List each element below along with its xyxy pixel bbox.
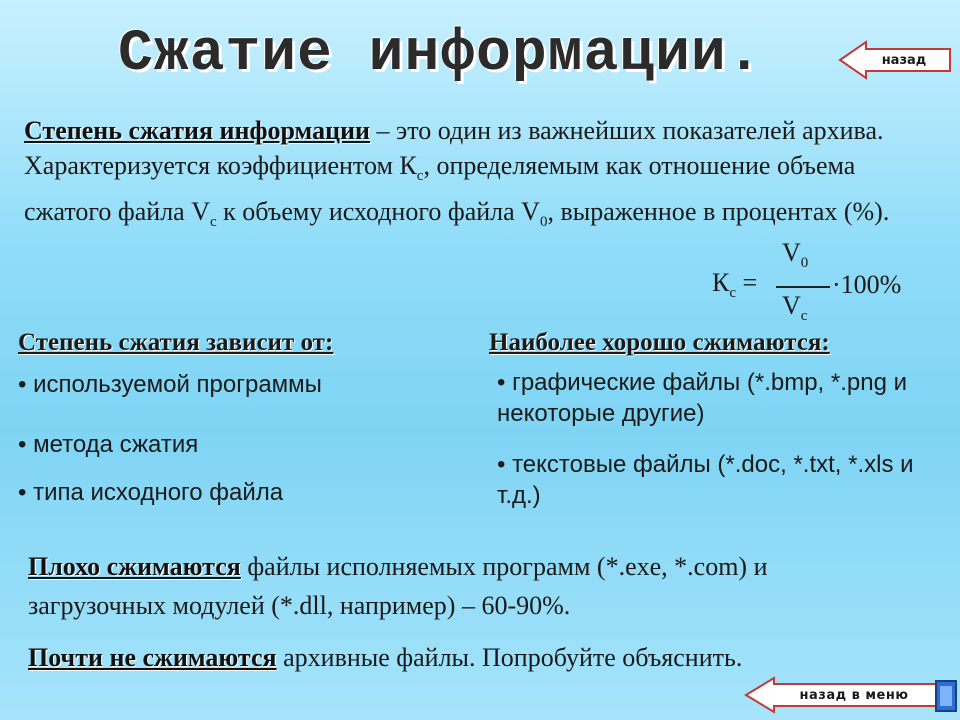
- list-item: • текстовые файлы (*.doc, *.txt, *.xls и т.д.): [497, 451, 914, 509]
- none-text: архивные файлы. Попробуйте объяснить.: [276, 643, 743, 672]
- bad-compression-paragraph: [28, 547, 908, 625]
- menu-button-label: назад в меню: [799, 687, 909, 703]
- intro-sub-c2: с: [210, 214, 217, 231]
- list-item: • используемой программы: [18, 371, 322, 398]
- compression-formula: [708, 238, 938, 338]
- intro-text-c: к объему исходного файла V: [216, 197, 540, 227]
- intro-text-d: , выраженное в процентах (%).: [547, 197, 890, 227]
- back-button-label: назад: [881, 52, 927, 68]
- formula-num-v: V: [782, 238, 801, 267]
- fraction-bar: [776, 286, 830, 288]
- intro-paragraph: [24, 113, 924, 240]
- formula-lhs: [712, 268, 757, 302]
- no-compression-paragraph: [28, 640, 928, 675]
- back-button[interactable]: [838, 40, 952, 80]
- none-term: Почти не сжимаются: [28, 643, 277, 672]
- intro-text-a: – это один из важнейших показателей архива. Характеризуется коэффициентом К: [24, 116, 884, 180]
- formula-k-sub: с: [729, 285, 737, 302]
- list-item: • метода сжатия: [18, 431, 199, 458]
- intro-sub-c1: с: [416, 168, 424, 185]
- formula-k: К: [712, 268, 730, 297]
- formula-equals: =: [736, 268, 758, 297]
- formula-numerator: [782, 238, 808, 272]
- list-item: • типа исходного файла: [18, 479, 284, 506]
- formula-den-v: V: [782, 291, 801, 320]
- intro-term: Степень сжатия информации: [24, 116, 371, 145]
- formula-num-sub: 0: [800, 255, 809, 272]
- intro-sub-0: 0: [539, 214, 548, 231]
- formula-denominator: [782, 291, 807, 325]
- intro-text-b: , определяемым как отношение объема сжатого файла V: [24, 151, 856, 227]
- bad-text: файлы исполняемых программ (*.exe, *.com) и загрузочных модулей (*.dll, например) – 60-90%.: [28, 552, 768, 620]
- left-column-heading: Степень сжатия зависит от:: [18, 329, 334, 356]
- formula-multiplier: ·100%: [832, 270, 902, 299]
- list-item: • графические файлы (*.bmp, *.png и некоторые другие): [497, 369, 908, 427]
- slide-corner-icon: [935, 680, 957, 712]
- right-column-heading: Наиболее хорошо сжимаются:: [489, 329, 830, 356]
- bad-term: Плохо сжимаются: [28, 552, 241, 581]
- formula-den-sub: c: [800, 308, 808, 325]
- slide-title: Сжатие информации.: [118, 22, 763, 87]
- back-to-menu-button[interactable]: [744, 676, 940, 714]
